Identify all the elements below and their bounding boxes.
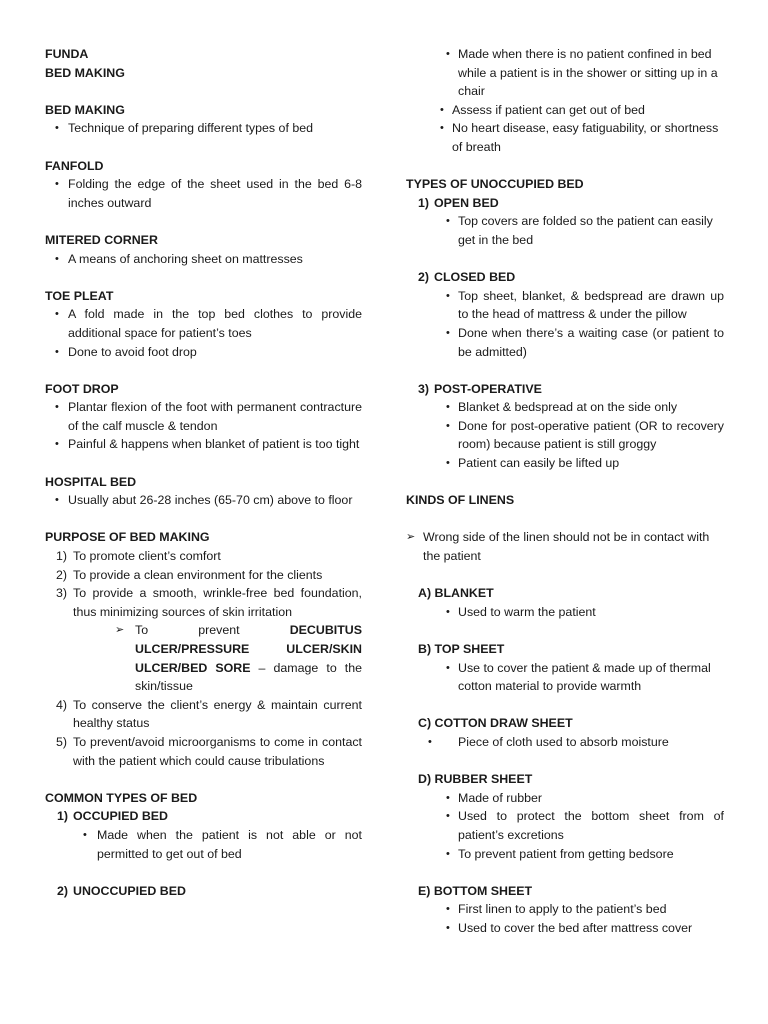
numbered-item: 2) To provide a clean environment for the clients bbox=[56, 567, 323, 582]
numbered-subheading: 1) OPEN BED bbox=[418, 195, 499, 210]
arrow-item: ➢ Wrong side of the linen should not be in contact with the patient bbox=[406, 528, 724, 565]
right-column bbox=[406, 45, 724, 938]
section-heading: PURPOSE OF BED MAKING bbox=[45, 530, 210, 545]
bullet-item: • Folding the edge of the sheet used in the bed 6-8 inches outward bbox=[45, 175, 362, 212]
left-column bbox=[45, 45, 362, 900]
section-heading: BED MAKING bbox=[45, 102, 125, 117]
bullet-item: • Done when there’s a waiting case (or patient to be admitted) bbox=[406, 324, 724, 361]
section-heading: MITERED CORNER bbox=[45, 232, 158, 247]
bullet-item: • Top sheet, blanket, & bedspread are drawn up to the head of mattress & under the pillow bbox=[406, 287, 724, 324]
numbered-subheading: 1) OCCUPIED BED bbox=[57, 809, 169, 824]
linen-subheading: E) BOTTOM SHEET bbox=[418, 883, 533, 898]
numbered-subheading: 2) UNOCCUPIED BED bbox=[57, 883, 186, 898]
numbered-item: 3) To provide a smooth, wrinkle-free bed foundation, thus minimizing sources of skin irritation bbox=[56, 586, 362, 619]
linen-subheading: B) TOP SHEET bbox=[418, 642, 505, 656]
bullet-item: • A fold made in the top bed clothes to provide additional space for patient’s toes bbox=[45, 305, 362, 342]
doc-subtitle: BED MAKING bbox=[45, 65, 125, 80]
numbered-item: 4) To conserve the client’s energy & maintain current healthy status bbox=[56, 697, 362, 731]
linen-subheading: A) BLANKET bbox=[418, 586, 494, 601]
bullet-item: • Piece of cloth used to absorb moisture bbox=[406, 733, 724, 752]
bullet-item: • Top covers are folded so the patient can easily get in the bed bbox=[406, 212, 724, 249]
bullet-item: • To prevent patient from getting bedsore bbox=[406, 845, 724, 864]
bullet-item: • A means of anchoring sheet on mattresses bbox=[45, 250, 362, 269]
numbered-item: 1) To promote client’s comfort bbox=[56, 549, 221, 564]
bullet-item: • Used to protect the bottom sheet from of patient’s excretions bbox=[406, 807, 724, 844]
numbered-item: 5) To prevent/avoid microorganisms to come in contact with the patient which could cause tribulations bbox=[56, 734, 362, 768]
bullet-item: • Used to cover the bed after mattress cover bbox=[406, 919, 724, 938]
bullet-item: • Done for post-operative patient (OR to recovery room) because patient is still groggy bbox=[406, 417, 724, 454]
bullet-item: • Plantar flexion of the foot with permanent contracture of the calf muscle & tendon bbox=[45, 398, 362, 435]
linen-subheading: C) COTTON DRAW SHEET bbox=[418, 716, 573, 731]
section-heading: COMMON TYPES OF BED bbox=[45, 790, 198, 805]
section-heading: KINDS OF LINENS bbox=[406, 493, 515, 508]
arrow-sub-item: ➢ To prevent DECUBITUS ULCER/PRESSURE ULCER/SKIN ULCER/BED SORE – damage to the skin/tissue bbox=[45, 621, 362, 695]
bullet-item: • Made when the patient is not able or not permitted to get out of bed bbox=[45, 826, 362, 863]
bullet-item: • Made of rubber bbox=[406, 789, 724, 808]
numbered-subheading: 2) CLOSED BED bbox=[418, 270, 516, 285]
linen-subheading: D) RUBBER SHEET bbox=[418, 772, 533, 787]
section-heading: FANFOLD bbox=[45, 158, 104, 173]
bullet-item: • Usually abut 26-28 inches (65-70 cm) above to floor bbox=[45, 491, 362, 510]
bullet-item: • Use to cover the patient & made up of thermal cotton material to provide warmth bbox=[406, 659, 724, 696]
bullet-item: • Blanket & bedspread at on the side only bbox=[406, 398, 724, 417]
section-heading: TOE PLEAT bbox=[45, 288, 114, 303]
bullet-item: • No heart disease, easy fatiguability, or shortness of breath bbox=[406, 119, 724, 156]
bullet-item: • Painful & happens when blanket of patient is too tight bbox=[45, 435, 362, 454]
section-heading: HOSPITAL BED bbox=[45, 474, 137, 489]
bullet-item: • Technique of preparing different types of bed bbox=[45, 119, 362, 138]
bullet-item: • Made when there is no patient confined in bed while a patient is in the shower or sitting up in a chair bbox=[406, 45, 724, 101]
bullet-item: • Done to avoid foot drop bbox=[45, 343, 362, 362]
section-heading: FOOT DROP bbox=[45, 381, 119, 396]
bullet-item: • Patient can easily be lifted up bbox=[406, 454, 724, 473]
bullet-item: • Used to warm the patient bbox=[406, 603, 724, 622]
bullet-item: • Assess if patient can get out of bed bbox=[406, 101, 724, 120]
doc-title: FUNDA bbox=[45, 47, 89, 61]
section-heading: TYPES OF UNOCCUPIED BED bbox=[406, 177, 584, 192]
numbered-subheading: 3) POST-OPERATIVE bbox=[418, 381, 542, 396]
bullet-item: • First linen to apply to the patient’s bed bbox=[406, 900, 724, 919]
